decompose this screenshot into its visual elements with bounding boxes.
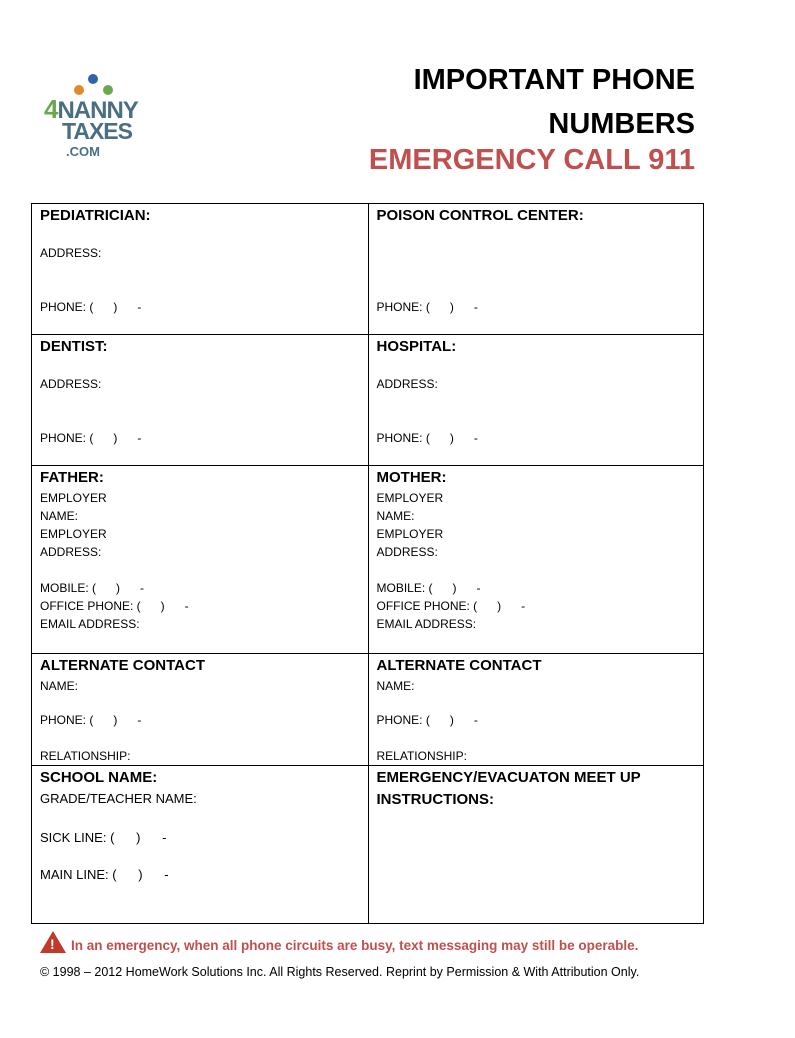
employer-name-field[interactable]: NAME: <box>376 509 415 523</box>
mother-section <box>368 466 704 653</box>
employer-address-field[interactable]: ADDRESS: <box>40 545 102 559</box>
form-row <box>32 204 703 334</box>
address-field[interactable]: ADDRESS: <box>40 246 102 260</box>
section-heading: PEDIATRICIAN: <box>40 207 151 224</box>
employer-name-field[interactable]: NAME: <box>40 509 79 523</box>
phone-field[interactable]: PHONE: ( ) - <box>40 431 142 445</box>
page-title: IMPORTANT PHONE NUMBERS <box>413 64 695 140</box>
section-heading: DENTIST: <box>40 338 108 355</box>
name-field[interactable]: NAME: <box>376 679 415 693</box>
form-row <box>32 765 703 923</box>
section-heading: SCHOOL NAME: <box>40 769 158 786</box>
email-field[interactable]: EMAIL ADDRESS: <box>376 617 477 631</box>
father-section <box>32 466 368 653</box>
phone-field[interactable]: PHONE: ( ) - <box>376 300 478 314</box>
pediatrician-section <box>32 204 368 334</box>
section-heading: ALTERNATE CONTACT <box>376 657 542 674</box>
employer-address-field[interactable]: ADDRESS: <box>376 545 438 559</box>
evacuation-section <box>368 766 704 923</box>
section-heading: MOTHER: <box>376 469 447 486</box>
employer-label: EMPLOYER <box>40 527 107 541</box>
phone-field[interactable]: PHONE: ( ) - <box>376 431 478 445</box>
office-phone-field[interactable]: OFFICE PHONE: ( ) - <box>376 599 526 613</box>
relationship-field[interactable]: RELATIONSHIP: <box>376 749 467 763</box>
form-row <box>32 334 703 465</box>
logo-line-3: .COM <box>66 144 100 159</box>
warning-note <box>40 930 638 953</box>
address-field[interactable]: ADDRESS: <box>40 377 102 391</box>
logo-dot-blue <box>88 74 98 84</box>
hospital-section <box>368 335 704 465</box>
warning-text: In an emergency, when all phone circuits are busy, text messaging may still be operable. <box>71 938 639 953</box>
phone-numbers-form <box>31 203 704 924</box>
section-heading: HOSPITAL: <box>376 338 457 355</box>
main-line-field[interactable]: MAIN LINE: ( ) - <box>40 867 169 882</box>
mobile-field[interactable]: MOBILE: ( ) - <box>40 581 145 595</box>
form-row <box>32 465 703 653</box>
section-heading: EMERGENCY/EVACUATON MEET UP <box>376 769 641 786</box>
employer-label: EMPLOYER <box>376 527 444 541</box>
relationship-field[interactable]: RELATIONSHIP: <box>40 749 131 763</box>
phone-field[interactable]: PHONE: ( ) - <box>376 713 478 727</box>
mobile-field[interactable]: MOBILE: ( ) - <box>376 581 481 595</box>
logo-line-2: TAXES <box>62 118 132 144</box>
name-field[interactable]: NAME: <box>40 679 79 693</box>
employer-label: EMPLOYER <box>376 491 444 505</box>
dentist-section <box>32 335 368 465</box>
office-phone-field[interactable]: OFFICE PHONE: ( ) - <box>40 599 189 613</box>
company-logo <box>44 72 164 167</box>
section-heading: POISON CONTROL CENTER: <box>376 207 584 224</box>
section-heading: INSTRUCTIONS: <box>376 791 494 808</box>
address-field[interactable]: ADDRESS: <box>376 377 438 391</box>
grade-teacher-field[interactable]: GRADE/TEACHER NAME: <box>40 791 197 806</box>
sick-line-field[interactable]: SICK LINE: ( ) - <box>40 830 167 845</box>
school-section <box>32 766 368 923</box>
phone-field[interactable]: PHONE: ( ) - <box>40 300 142 314</box>
warning-icon: ! <box>40 931 66 953</box>
employer-label: EMPLOYER <box>40 491 107 505</box>
logo-line-1: 4NANNY <box>44 94 138 124</box>
copyright-text: © 1998 – 2012 HomeWork Solutions Inc. All Rights Reserved. Reprint by Permission & With Attribution Only. <box>40 965 640 979</box>
poison-control-section <box>368 204 704 334</box>
email-field[interactable]: EMAIL ADDRESS: <box>40 617 140 631</box>
alternate-contact-1-section <box>32 654 368 765</box>
section-heading: ALTERNATE CONTACT <box>40 657 205 674</box>
phone-field[interactable]: PHONE: ( ) - <box>40 713 142 727</box>
form-row <box>32 653 703 765</box>
emergency-subtitle: EMERGENCY CALL 911 <box>368 144 695 176</box>
section-heading: FATHER: <box>40 469 104 486</box>
alternate-contact-2-section <box>368 654 704 765</box>
